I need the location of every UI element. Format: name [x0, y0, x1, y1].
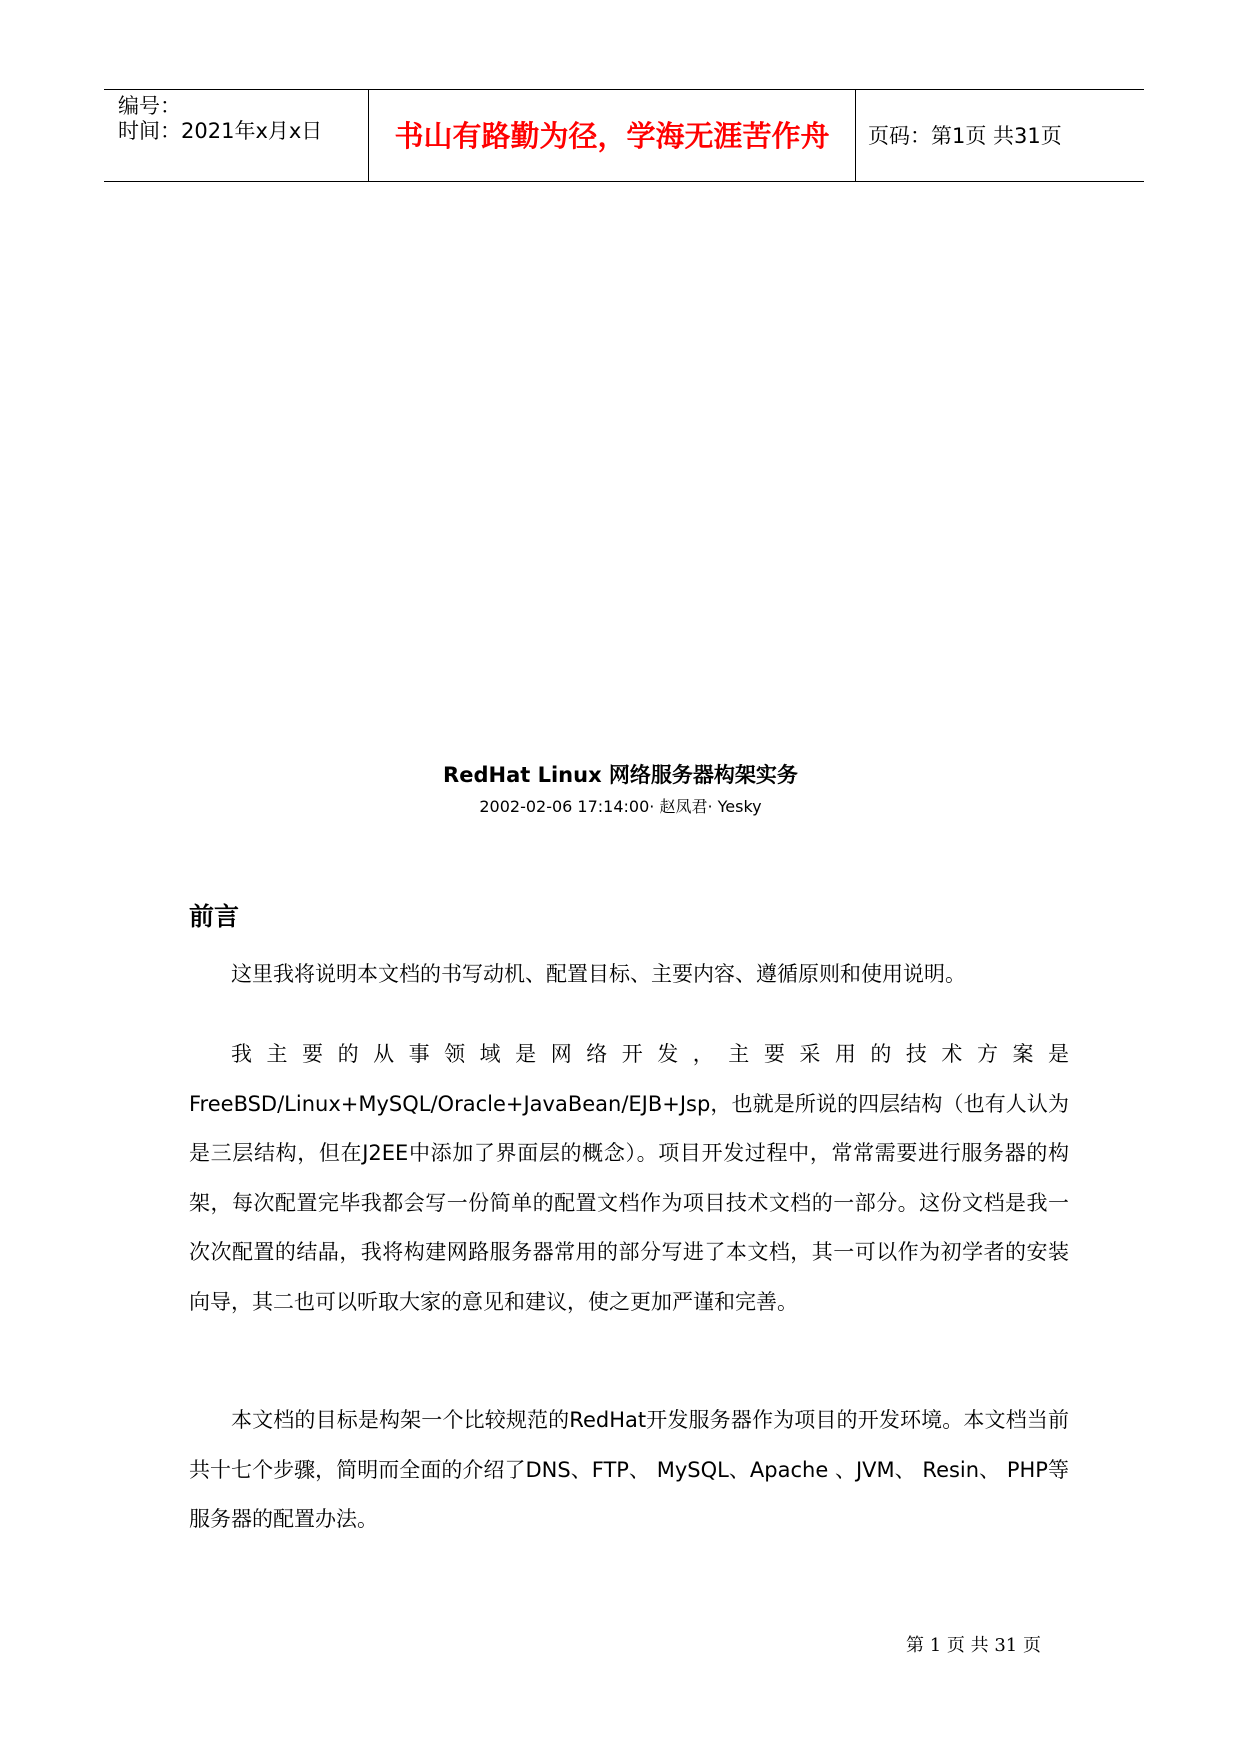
paragraph-background: 我主要的从事领域是网络开发，主要采用的技术方案是FreeBSD/Linux+MySQL/Oracle+JavaBean/EJB+Jsp，也就是所说的四层结构（也有人认为是三层结构，但在J2EE中添加了界面层的概念）。项目开发过程中，常常需要进行服务器的构架，每次配置完毕我都会写一份简单的配置文档作为项目技术文档的一部分。这份文档是我一次次配置的结晶，我将构建网路服务器常用的部分写进了本文档，其一可以作为初学者的安装向导，其二也可以听取大家的意见和建议，使之更加严谨和完善。 [189, 1042, 1069, 1314]
document-time-label: 时间：2021年x月x日 [118, 119, 323, 143]
header-motto-cell [369, 90, 856, 181]
paragraph-goal: 本文档的目标是构架一个比较规范的RedHat开发服务器作为项目的开发环境。本文档当前共十七个步骤，简明而全面的介绍了DNS、FTP、 MySQL、Apache 、JVM、 Resin、 PHP等服务器的配置办法。 [189, 1408, 1069, 1531]
section-heading: 前言 [189, 902, 240, 931]
header-left-cell [104, 90, 369, 181]
article-title: RedHat Linux 网络服务器构架实务 [443, 763, 798, 787]
motto-text: 书山有路勤为径，学海无涯苦作舟 [394, 119, 830, 153]
header-page-cell [856, 90, 1144, 181]
paragraph-intro: 这里我将说明本文档的书写动机、配置目标、主要内容、遵循原则和使用说明。 [231, 962, 966, 986]
header-page-info: 页码：第1页 共31页 [868, 124, 1062, 148]
document-header [104, 89, 1144, 182]
document-number-label: 编号： [118, 94, 181, 118]
article-byline: 2002-02-06 17:14:00· 赵凤君· Yesky [479, 797, 762, 816]
page-footer: 第 1 页 共 31 页 [906, 1635, 1041, 1656]
